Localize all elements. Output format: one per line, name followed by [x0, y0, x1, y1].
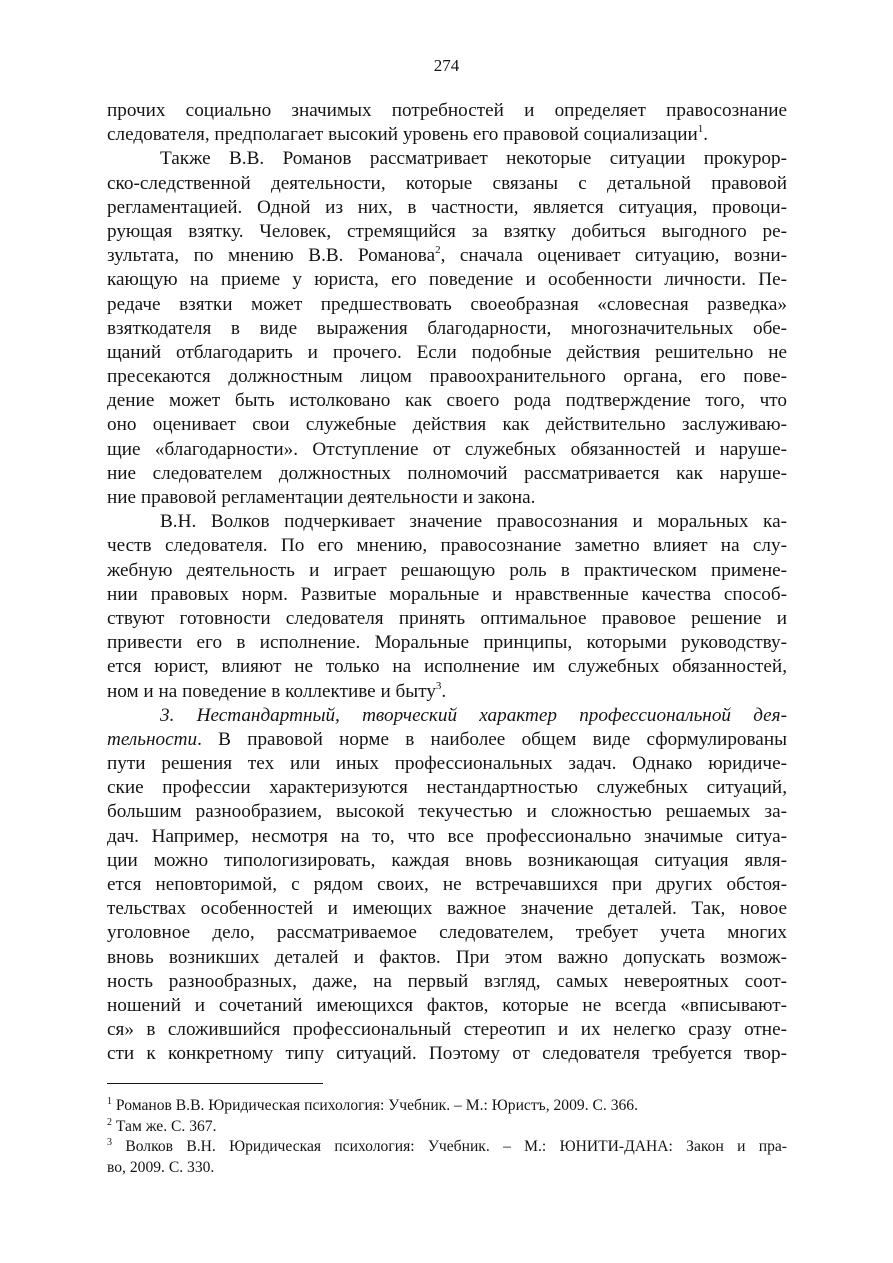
footnote-number: 2 [107, 1116, 112, 1128]
text-line [107, 462, 787, 486]
line-text: . В правовой норме в наиболее общем виде сформулированы [197, 728, 787, 750]
text-line [107, 244, 787, 268]
line-text: ся» в сложившийся профессиональный стереотип и их нелегко сразу отне- [107, 1019, 787, 1041]
footnotes [107, 1096, 787, 1179]
text-line [107, 1042, 787, 1066]
text-line [107, 196, 787, 220]
line-text: ние правовой регламентации деятельности и закона. [107, 487, 536, 508]
text-line [107, 849, 787, 873]
text-line [107, 341, 787, 365]
text-line [107, 438, 787, 462]
footnote-line [107, 1117, 787, 1138]
line-text: ции можно типологизировать, каждая вновь возникающая ситуация явля- [107, 849, 787, 871]
line-text-tail: . [703, 124, 709, 146]
text-line [107, 825, 787, 849]
line-text: жебную деятельность и играет решающую роль в практическом примене- [107, 559, 787, 581]
line-text: пресекаются должностным лицом правоохранительного органа, его пове- [107, 366, 787, 388]
line-text: ном и на поведение в коллективе и быту [107, 680, 436, 702]
line-text: щаний отблагодарить и прочего. Если подобные действия решительно не [107, 341, 787, 363]
line-text: ние следователем должностных полномочий рассматривается как наруше- [107, 462, 787, 484]
line-text: следователя, предполагает высокий уровень его правовой социализации [107, 124, 698, 146]
line-text: ется неповторимой, с рядом своих, не встречавшихся при других обстоя- [107, 874, 787, 895]
line-text: нии правовых норм. Развитые моральные и нравственные качества способ- [107, 583, 787, 605]
text-line [107, 99, 787, 123]
text-line [107, 680, 787, 704]
text-line [107, 607, 787, 631]
text-line [107, 510, 787, 534]
line-text: тельствах особенностей и имеющих важное значение деталей. Так, новое [107, 898, 787, 920]
body-text [107, 99, 787, 1067]
line-text: ствуют готовности следователя принять оптимальное правовое решение и [107, 607, 787, 629]
text-line [107, 897, 787, 921]
line-text: Также В.В. Романов рассматривает некоторые ситуации прокурор- [160, 148, 787, 170]
line-text: взяткодателя в виде выражения благодарности, многозначительных обе- [107, 317, 787, 339]
text-line [107, 293, 787, 317]
line-text: зультата, по мнению В.В. Романова [107, 245, 436, 267]
line-text: большим разнообразием, высокой текучестью и сложностью решаемых за- [107, 801, 787, 823]
text-line [107, 365, 787, 389]
line-text: дение может быть истолковано как своего рода подтверждение того, что [107, 390, 787, 412]
footnote-text: Волков В.Н. Юридическая психология: Учебник. – М.: ЮНИТИ-ДАНА: Закон и пра- [125, 1138, 788, 1156]
text-line [107, 728, 787, 752]
text-line [107, 631, 787, 655]
text-line [107, 220, 787, 244]
line-text: сти к конкретному типу ситуаций. Поэтому от следователя требуется твор- [107, 1043, 787, 1065]
footnote-text: во, 2009. С. 330. [107, 1159, 215, 1177]
text-line [107, 873, 787, 897]
text-line [107, 486, 787, 510]
line-text: ется юрист, влияют не только на исполнение им служебных обязанностей, [107, 656, 787, 678]
page-number: 274 [433, 56, 460, 75]
italic-text: 3. Нестандартный, творческий характер профессиональной дея- [160, 704, 787, 726]
line-text-tail: . [441, 680, 447, 702]
text-line [107, 752, 787, 776]
text-line [107, 655, 787, 679]
text-line [107, 147, 787, 171]
footnote-number: 3 [107, 1137, 112, 1149]
line-text: щие «благодарности». Отступление от служебных обязанностей и наруше- [107, 438, 787, 460]
text-line [107, 559, 787, 583]
footnote-line [107, 1137, 787, 1158]
footnote-number: 1 [107, 1096, 112, 1107]
footnote-text: Там же. С. 367. [115, 1117, 217, 1135]
text-line [107, 317, 787, 341]
line-text: пути решения тех или иных профессиональных задач. Однако юридиче- [107, 753, 787, 775]
line-text: уголовное дело, рассматриваемое следователем, требует учета многих [107, 922, 787, 944]
text-line [107, 172, 787, 196]
footnote-text: Романов В.В. Юридическая психология: Учебник. – М.: Юристъ, 2009. С. 366. [115, 1097, 638, 1114]
text-line [107, 583, 787, 607]
footnote-line [107, 1096, 787, 1117]
line-text: ско-следственной деятельности, которые связаны с детальной правовой [107, 172, 787, 194]
line-text: ношений и сочетаний имеющихся фактов, которые не всегда «вписывают- [107, 994, 787, 1016]
line-text: В.Н. Волков подчеркивает значение правосознания и моральных ка- [160, 511, 787, 533]
text-line [107, 1018, 787, 1042]
footnote-ref[interactable]: 1 [697, 123, 704, 136]
text-line [107, 389, 787, 413]
text-line [107, 776, 787, 800]
italic-text: тельности [107, 728, 198, 750]
line-text: прочих социально значимых потребностей и определяет правосознание [107, 100, 787, 121]
text-line [107, 994, 787, 1018]
footnote-line [107, 1158, 787, 1179]
text-line [107, 413, 787, 437]
line-text-tail: , сначала оценивает ситуацию, возни- [440, 245, 787, 267]
line-text: регламентацией. Одной из них, в частности, является ситуация, провоци- [107, 196, 787, 218]
line-text: ские профессии характеризуются нестандартностью служебных ситуаций, [107, 777, 787, 799]
footnote-separator [107, 1083, 323, 1084]
text-line [107, 534, 787, 558]
line-text: дач. Например, несмотря на то, что все профессионально значимые ситуа- [107, 825, 787, 847]
line-text: ность разнообразных, даже, на первый взгляд, самых невероятных соот- [107, 970, 787, 992]
line-text: рующая взятку. Человек, стремящийся за взятку добиться выгодного ре- [107, 220, 787, 242]
footnote-ref[interactable]: 3 [435, 679, 442, 692]
text-line [107, 704, 787, 728]
line-text: вновь возникших деталей и фактов. При этом важно допускать возмож- [107, 946, 787, 968]
text-line [107, 921, 787, 945]
line-text: оно оценивает свои служебные действия как действительно заслуживаю- [107, 414, 787, 436]
footnote-ref[interactable]: 2 [435, 244, 441, 257]
text-line [107, 800, 787, 824]
line-text: редаче взятки может предшествовать своеобразная «словесная разведка» [107, 293, 787, 315]
text-line [107, 268, 787, 292]
line-text: привести его в исполнение. Моральные принципы, которыми руководству- [107, 632, 787, 654]
text-line [107, 123, 787, 147]
line-text: честв следователя. По его мнению, правосознание заметно влияет на слу- [107, 535, 787, 557]
text-line [107, 946, 787, 970]
text-line [107, 970, 787, 994]
line-text: кающую на приеме у юриста, его поведение и особенности личности. Пе- [107, 269, 787, 291]
